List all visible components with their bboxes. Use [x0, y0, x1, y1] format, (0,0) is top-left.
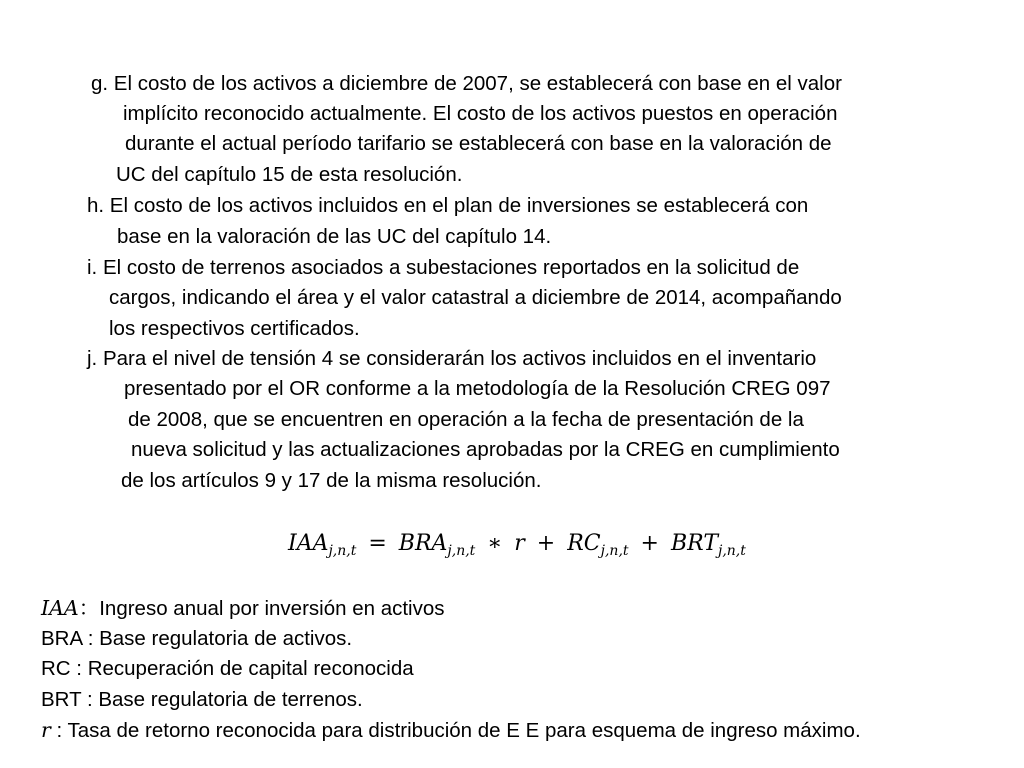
formula-lhs: IAA: [288, 531, 329, 556]
formula-term-brt: BRT: [670, 531, 718, 556]
item-j-line-2: presentado por el OR conforme a la metodología de la Resolución CREG 097: [124, 377, 831, 400]
definition-rc: RC : Recuperación de capital reconocida: [41, 657, 414, 680]
iaa-formula: [288, 530, 746, 565]
definition-brt: BRT : Base regulatoria de terrenos.: [41, 688, 363, 711]
formula-term-r: r: [514, 531, 525, 556]
item-i-line-2: cargos, indicando el área y el valor catastral a diciembre de 2014, acompañando: [109, 286, 842, 309]
formula-rc-subscript: j,n,t: [600, 543, 629, 559]
item-j-line-1: j. Para el nivel de tensión 4 se considerarán los activos incluidos en el inventario: [87, 347, 817, 370]
item-g-line-1: g. El costo de los activos a diciembre de 2007, se establecerá con base en el valor: [91, 72, 842, 95]
item-h-line-2: base en la valoración de las UC del capítulo 14.: [117, 225, 552, 248]
formula-equals: =: [368, 531, 387, 556]
item-j-line-3: de 2008, que se encuentren en operación a la fecha de presentación de la: [128, 408, 804, 431]
r-definition-text: : Tasa de retorno reconocida para distribución de E E para esquema de ingreso máximo.: [50, 719, 861, 742]
item-g-line-3: durante el actual período tarifario se establecerá con base en la valoración de: [125, 132, 832, 155]
item-g-line-4: UC del capítulo 15 de esta resolución.: [116, 163, 463, 186]
item-g-line-2: implícito reconocido actualmente. El costo de los activos puestos en operación: [123, 102, 838, 125]
item-h-line-1: h. El costo de los activos incluidos en el plan de inversiones se establecerá con: [87, 194, 809, 217]
formula-bra-subscript: j,n,t: [447, 543, 476, 559]
definition-bra: BRA : Base regulatoria de activos.: [41, 627, 353, 650]
formula-plus-1: +: [536, 531, 556, 556]
r-symbol: r: [41, 718, 51, 742]
formula-plus-2: +: [640, 531, 659, 556]
formula-brt-subscript: j,n,t: [718, 543, 746, 559]
formula-lhs-subscript: j,n,t: [328, 543, 357, 559]
item-i-line-3: los respectivos certificados.: [109, 317, 360, 340]
formula-multiply: ∗: [487, 531, 503, 556]
definition-iaa: [41, 596, 445, 621]
iaa-symbol: IAA: [41, 596, 79, 620]
iaa-definition-text: ：Ingreso anual por inversión en activos: [78, 597, 445, 620]
item-j-line-5: de los artículos 9 y 17 de la misma resolución.: [121, 469, 542, 492]
item-j-line-4: nueva solicitud y las actualizaciones aprobadas por la CREG en cumplimiento: [131, 438, 840, 461]
definition-r: [41, 718, 861, 743]
formula-term-bra: BRA: [398, 531, 448, 556]
item-i-line-1: i. El costo de terrenos asociados a subestaciones reportados en la solicitud de: [87, 256, 800, 279]
formula-term-rc: RC: [567, 531, 601, 556]
